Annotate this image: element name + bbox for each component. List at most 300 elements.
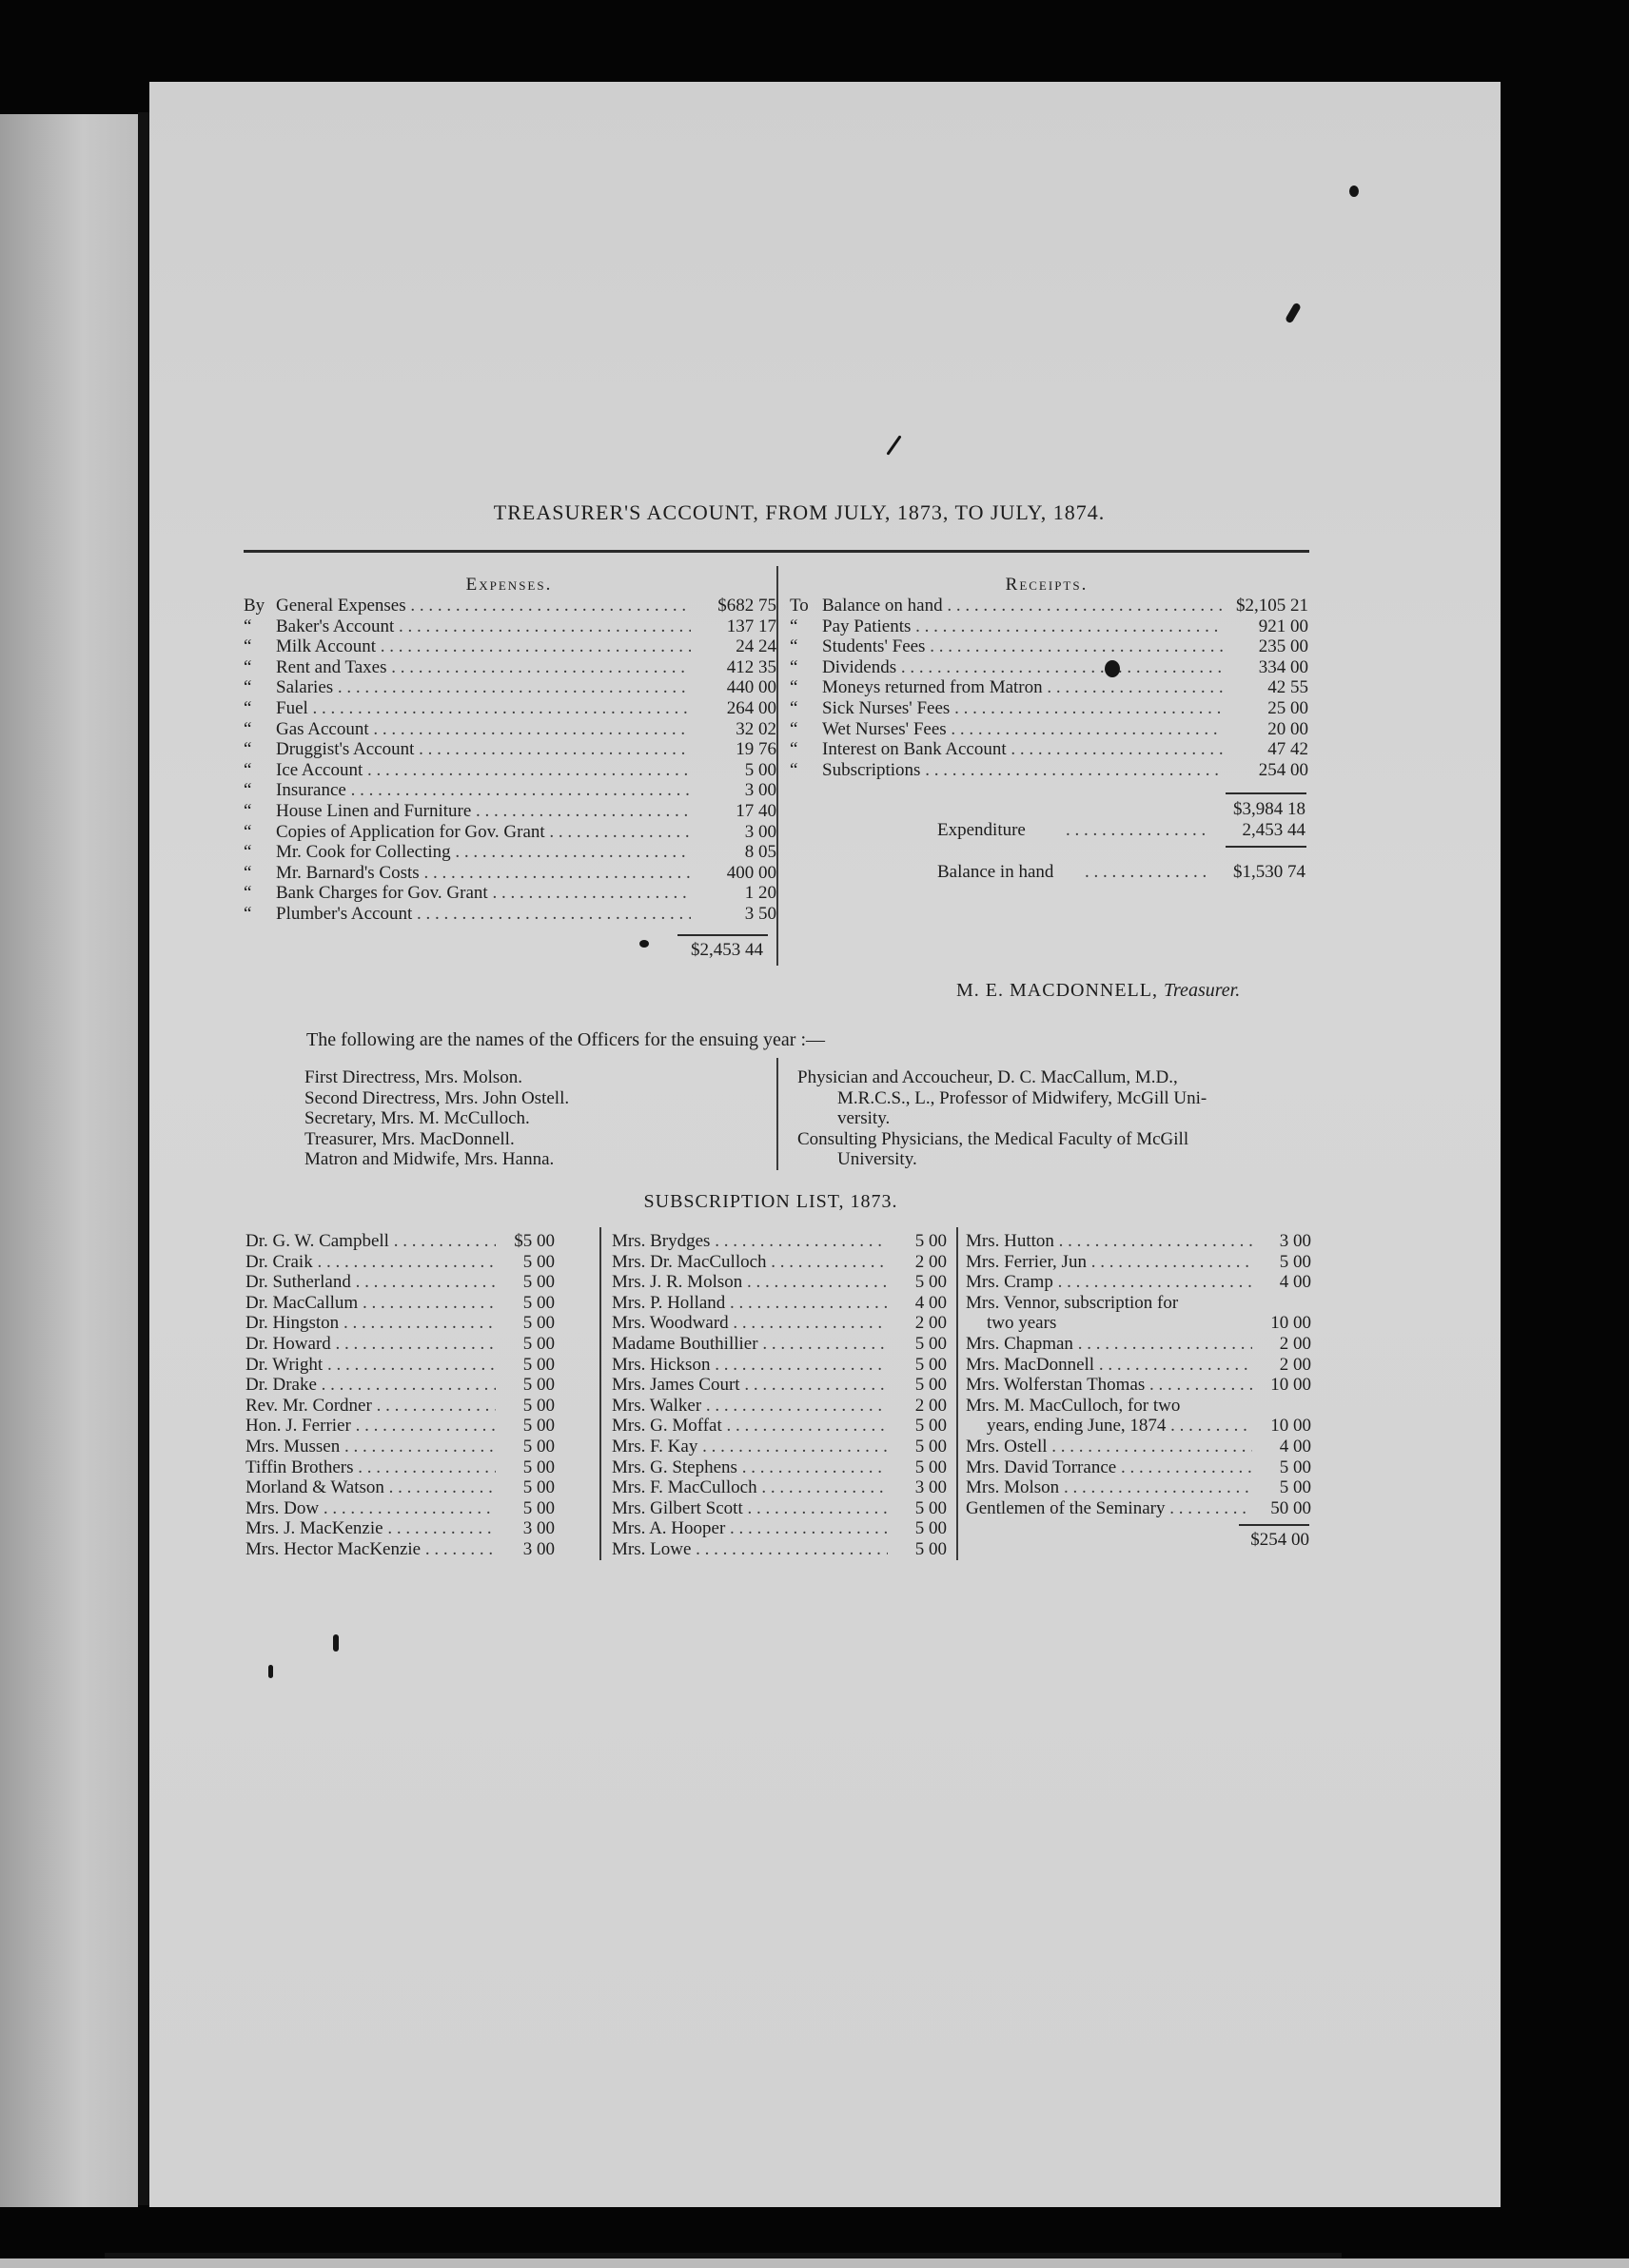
expenditure-leader: . . . . . . . . . . . . . . . . — [1066, 820, 1207, 840]
subscriber-amount: 5 00 — [522, 1272, 555, 1293]
receipts-row-label — [790, 657, 1223, 678]
subscriber-amount: 5 00 — [522, 1333, 555, 1354]
receipts-row — [790, 698, 1308, 719]
expenses-row — [244, 801, 776, 822]
subscriber-amount: 3 00 — [914, 1477, 947, 1498]
subscriber-name: Mrs. Dow . . . — [245, 1498, 496, 1519]
subscriber-name: Mrs. A. Hooper . . . — [612, 1518, 888, 1539]
ink-spot — [268, 1665, 273, 1678]
subscriber-name: Mrs. David Torrance . . . — [966, 1457, 1252, 1478]
subscription-column-2 — [612, 1231, 947, 1560]
receipts-row — [790, 616, 1308, 637]
expenses-row-amount: 19 76 — [736, 739, 776, 760]
receipts-list — [790, 596, 1308, 780]
subscriber-name: Mrs. F. MacCulloch . . . — [612, 1477, 888, 1498]
receipts-row-amount: 334 00 — [1258, 656, 1308, 677]
subscriber-row — [612, 1313, 947, 1334]
subscriber-amount: 5 00 — [914, 1457, 947, 1477]
receipts-row — [790, 636, 1308, 657]
expenses-row-prefix: “ — [244, 616, 252, 636]
receipts-row-prefix: “ — [790, 759, 798, 780]
expenses-row-label — [244, 863, 691, 884]
subscriber-row — [612, 1416, 947, 1437]
subscriber-row — [966, 1355, 1311, 1376]
balance-sum-rule — [1226, 846, 1306, 848]
subscriber-name: Rev. Mr. Cordner . . . — [245, 1396, 496, 1417]
expenses-row-prefix: “ — [244, 656, 252, 677]
subscriber-name: Mrs. Ferrier, Jun . . . — [966, 1252, 1252, 1273]
receipts-row-prefix: “ — [790, 739, 798, 760]
page-title: TREASURER'S ACCOUNT, FROM JULY, 1873, TO JULY, 1874. — [493, 500, 1106, 524]
receipts-row-text: Balance on hand — [822, 596, 943, 616]
subscriber-amount: 10 00 — [1270, 1375, 1311, 1396]
expenses-row-amount: 5 00 — [744, 759, 776, 780]
receipts-row-label — [790, 596, 1223, 616]
ink-spot — [1105, 660, 1120, 677]
subscriber-amount: 3 00 — [1279, 1231, 1311, 1251]
subscriber-row — [612, 1334, 947, 1355]
subscriber-amount: 5 00 — [914, 1375, 947, 1396]
subscriber-row — [612, 1518, 947, 1539]
expenses-row-label — [244, 801, 691, 822]
subscriber-row — [612, 1396, 947, 1417]
expenses-row-label — [244, 760, 691, 781]
expenses-row — [244, 739, 776, 760]
expenses-row-prefix: “ — [244, 780, 252, 801]
ink-spot — [333, 1634, 339, 1652]
expenses-row-amount: 137 17 — [726, 616, 776, 636]
expenses-heading: Expenses. — [465, 575, 553, 595]
subscriber-name: Mrs. J. MacKenzie . . . — [245, 1518, 496, 1539]
expenses-row-prefix: “ — [244, 842, 252, 863]
subscriber-amount: 3 00 — [522, 1518, 555, 1539]
expenses-row-prefix: “ — [244, 697, 252, 718]
subscriber-name: Mrs. Woodward . . . — [612, 1313, 888, 1334]
subscriber-name: Mrs. Hector MacKenzie . . . — [245, 1539, 496, 1560]
expenses-row — [244, 616, 776, 637]
subscriber-amount: 5 00 — [522, 1375, 555, 1396]
subscriber-amount — [1252, 1293, 1311, 1314]
expenses-row-prefix: “ — [244, 821, 252, 842]
subscriber-amount: 5 00 — [914, 1354, 947, 1375]
expenses-row — [244, 822, 776, 843]
officer-line: versity. — [837, 1108, 891, 1129]
subscriber-amount: 5 00 — [522, 1436, 555, 1457]
subscription-heading: SUBSCRIPTION LIST, 1873. — [643, 1191, 898, 1212]
receipts-row-label — [790, 677, 1223, 698]
expenses-row-amount: 400 00 — [726, 862, 776, 883]
receipts-row-prefix: “ — [790, 697, 798, 718]
receipts-row-label — [790, 636, 1223, 657]
subscriber-row — [612, 1457, 947, 1478]
subscriber-amount: 5 00 — [522, 1313, 555, 1334]
subscriber-row — [612, 1355, 947, 1376]
expenses-row — [244, 760, 776, 781]
officer-line: Treasurer, Mrs. MacDonnell. — [304, 1128, 515, 1149]
subscriber-name: Mrs. MacDonnell . . . — [966, 1355, 1252, 1376]
subscriber-row — [612, 1272, 947, 1293]
expenses-row-text: Plumber's Account — [276, 903, 413, 924]
expenses-row-label — [244, 739, 691, 760]
subscriber-amount: 2 00 — [1279, 1333, 1311, 1354]
expenses-row — [244, 719, 776, 740]
subscriber-name: Dr. Wright . . . — [245, 1355, 496, 1376]
expenses-row-prefix: By — [244, 596, 265, 616]
subscriber-name: Dr. Sutherland . . . — [245, 1272, 496, 1293]
subscriber-amount: 5 00 — [522, 1292, 555, 1313]
subscriber-row — [245, 1334, 555, 1355]
subscriber-name: Mrs. Wolferstan Thomas . . . — [966, 1375, 1252, 1396]
receipts-row-text: Pay Patients — [822, 616, 912, 636]
subscriber-name: Mrs. J. R. Molson . . . — [612, 1272, 888, 1293]
expenses-row — [244, 596, 776, 616]
receipts-row — [790, 657, 1308, 678]
expenses-row — [244, 904, 776, 925]
subscriber-row — [966, 1293, 1311, 1314]
receipts-row-prefix: “ — [790, 677, 798, 698]
receipts-total: $3,984 18 — [1233, 799, 1305, 819]
subscriber-row — [966, 1375, 1311, 1396]
expenses-row-text: Milk Account — [276, 636, 377, 657]
receipts-row-amount: 921 00 — [1258, 616, 1308, 636]
subscriber-row — [966, 1231, 1311, 1252]
subscriber-name: two years — [987, 1313, 1057, 1334]
expenditure-label: Expenditure — [937, 820, 1026, 840]
receipts-row-prefix: “ — [790, 656, 798, 677]
officer-line: Matron and Midwife, Mrs. Hanna. — [304, 1149, 555, 1170]
subscriber-name: Dr. Howard . . . — [245, 1334, 496, 1355]
subscriber-amount: 5 00 — [1279, 1251, 1311, 1272]
subscriber-name: Madame Bouthillier . . . — [612, 1334, 888, 1355]
expenses-row-amount: 412 35 — [726, 656, 776, 677]
officer-line: M.R.C.S., L., Professor of Midwifery, McGill Uni- — [837, 1087, 1207, 1108]
expenses-row-label — [244, 904, 691, 925]
subscriber-row — [966, 1272, 1311, 1293]
subscriber-amount: 10 00 — [1270, 1416, 1311, 1437]
expenses-row-text: Druggist's Account — [276, 739, 415, 760]
officer-line: First Directress, Mrs. Molson. — [304, 1067, 523, 1087]
subscriber-amount: 5 00 — [914, 1497, 947, 1518]
expenses-row — [244, 698, 776, 719]
subscriber-name: Mrs. P. Holland . . . — [612, 1293, 888, 1314]
subscriber-row — [245, 1437, 555, 1457]
subscriber-name: Mrs. Lowe . . . — [612, 1539, 888, 1560]
expenses-sum-rule — [677, 934, 768, 936]
subscriber-amount: 5 00 — [522, 1477, 555, 1498]
receipts-row-amount: 47 42 — [1267, 739, 1308, 760]
expenses-list — [244, 596, 776, 925]
expenses-row-text: Mr. Cook for Collecting — [276, 842, 451, 863]
expenses-row-label — [244, 596, 691, 616]
expenses-row-label — [244, 657, 691, 678]
subscriber-row — [966, 1457, 1311, 1478]
receipts-heading: Receipts. — [1005, 575, 1089, 595]
expenses-row-text: Insurance — [276, 780, 346, 801]
subscriber-amount: 4 00 — [1279, 1436, 1311, 1457]
expenses-row-text: Baker's Account — [276, 616, 395, 636]
subscriber-row — [245, 1355, 555, 1376]
subscriber-name: Mrs. Brydges . . . — [612, 1231, 888, 1252]
expenses-row-prefix: “ — [244, 677, 252, 698]
subscriber-amount: $5 00 — [514, 1231, 555, 1251]
receipts-row-text: Dividends — [822, 656, 897, 677]
subscriber-row — [966, 1252, 1311, 1273]
subscriber-name: Mrs. M. MacCulloch, for two — [966, 1395, 1181, 1416]
balance-amount: $1,530 74 — [1233, 862, 1305, 882]
subscriber-name: Mrs. Hutton . . . — [966, 1231, 1252, 1252]
receipts-row-text: Sick Nurses' Fees — [822, 697, 951, 718]
expenses-row-amount: 1 20 — [744, 883, 776, 904]
subscriber-name: Mrs. James Court . . . — [612, 1375, 888, 1396]
expenses-row — [244, 780, 776, 801]
expenses-row-amount: 24 24 — [736, 636, 776, 657]
subscriber-row — [245, 1272, 555, 1293]
subscriber-amount: 5 00 — [522, 1395, 555, 1416]
expenses-row-prefix: “ — [244, 862, 252, 883]
expenses-row-amount: 3 00 — [744, 821, 776, 842]
subscriber-row — [612, 1252, 947, 1273]
subscriber-amount: 5 00 — [522, 1457, 555, 1477]
expenses-row-text: Gas Account — [276, 718, 369, 739]
expenses-row-prefix: “ — [244, 903, 252, 924]
receipts-row-text: Moneys returned from Matron — [822, 677, 1043, 698]
expenses-row — [244, 842, 776, 863]
subscriber-name: Dr. Drake . . . — [245, 1375, 496, 1396]
receipts-row-label — [790, 719, 1223, 740]
ink-spot — [1349, 186, 1359, 197]
subscriber-name: Mrs. G. Stephens . . . — [612, 1457, 888, 1478]
expenses-row-text: Ice Account — [276, 759, 363, 780]
officers-right-list — [797, 1067, 1311, 1170]
expenses-row-text: Bank Charges for Gov. Grant — [276, 883, 488, 904]
expenditure-amount: 2,453 44 — [1242, 820, 1305, 840]
receipts-row-text: Students' Fees — [822, 636, 926, 657]
treasurer-signature — [956, 980, 1240, 1002]
expenses-row-amount: 264 00 — [726, 697, 776, 718]
subscriber-row — [245, 1518, 555, 1539]
expenses-row-label — [244, 698, 691, 719]
receipts-row-prefix: “ — [790, 616, 798, 636]
subscriber-row — [966, 1313, 1311, 1334]
subscriber-row — [245, 1539, 555, 1560]
subscriber-name: Mrs. G. Moffat . . . — [612, 1416, 888, 1437]
subscription-total: $254 00 — [1250, 1530, 1309, 1550]
officer-line: Secretary, Mrs. M. McCulloch. — [304, 1108, 530, 1129]
expenses-row-text: Rent and Taxes — [276, 656, 387, 677]
treasurer-role: Treasurer. — [1164, 980, 1241, 1001]
expenses-row-label — [244, 780, 691, 801]
expenses-row-prefix: “ — [244, 718, 252, 739]
subscriber-row — [966, 1334, 1311, 1355]
subscriber-row — [612, 1231, 947, 1252]
receipts-row-amount: 235 00 — [1258, 636, 1308, 657]
expenses-row — [244, 636, 776, 657]
receipts-row-amount: 254 00 — [1258, 759, 1308, 780]
subscriber-amount: 2 00 — [914, 1251, 947, 1272]
expenses-row-amount: 32 02 — [736, 718, 776, 739]
subscriber-row — [245, 1416, 555, 1437]
receipts-row-text: Wet Nurses' Fees — [822, 718, 947, 739]
officers-divider — [776, 1058, 778, 1170]
expenses-row-prefix: “ — [244, 739, 252, 760]
subscriber-row — [966, 1437, 1311, 1457]
receipts-row — [790, 719, 1308, 740]
subscriber-row — [612, 1477, 947, 1498]
subscriber-name: Mrs. Gilbert Scott . . . — [612, 1498, 888, 1519]
receipts-row-label — [790, 760, 1223, 781]
ink-spot — [1285, 302, 1302, 323]
subscriber-row — [966, 1498, 1311, 1519]
subscriber-row — [612, 1293, 947, 1314]
subscriber-row — [245, 1396, 555, 1417]
subscriber-amount: 5 00 — [914, 1538, 947, 1559]
expenses-total: $2,453 44 — [691, 940, 763, 960]
expenses-row-label — [244, 883, 691, 904]
expenses-row-amount: 3 50 — [744, 903, 776, 924]
subscriber-row — [966, 1477, 1311, 1498]
ink-spot — [886, 435, 901, 455]
subscriber-amount: 5 00 — [1279, 1457, 1311, 1477]
expenses-row-label — [244, 616, 691, 637]
subscription-column-1 — [245, 1231, 555, 1560]
expenses-row-label — [244, 677, 691, 698]
subscriber-row — [245, 1252, 555, 1273]
receipts-row-amount: 25 00 — [1267, 697, 1308, 718]
subscriber-name: Mrs. Mussen . . . — [245, 1437, 496, 1457]
subscriber-row — [245, 1293, 555, 1314]
expenses-row-text: Fuel — [276, 697, 308, 718]
receipts-row — [790, 596, 1308, 616]
subscriber-row — [966, 1416, 1311, 1437]
subscriber-amount: 5 00 — [914, 1272, 947, 1293]
subscriber-amount: 2 00 — [1279, 1354, 1311, 1375]
subscriber-amount: 2 00 — [914, 1395, 947, 1416]
receipts-row-label — [790, 739, 1223, 760]
treasurer-name: M. E. MACDONNELL, — [956, 980, 1158, 1001]
subscriber-amount: 5 00 — [1279, 1477, 1311, 1498]
subscriber-amount: 5 00 — [522, 1354, 555, 1375]
receipts-row-label — [790, 616, 1223, 637]
subscriber-name: Tiffin Brothers . . . — [245, 1457, 496, 1478]
subscriber-name: Dr. Hingston . . . — [245, 1313, 496, 1334]
receipts-row-amount: $2,105 21 — [1236, 596, 1308, 616]
receipts-row-text: Subscriptions — [822, 759, 921, 780]
expenses-row-text: Mr. Barnard's Costs — [276, 862, 420, 883]
receipts-row — [790, 760, 1308, 781]
subscriber-amount: 5 00 — [914, 1416, 947, 1437]
expenses-row — [244, 863, 776, 884]
subscriber-name: Morland & Watson . . . — [245, 1477, 496, 1498]
officer-line: Second Directress, Mrs. John Ostell. — [304, 1087, 570, 1108]
subscriber-amount: 5 00 — [914, 1333, 947, 1354]
expenses-row-label — [244, 842, 691, 863]
subscriber-name: Mrs. Hickson . . . — [612, 1355, 888, 1376]
receipts-row-amount: 42 55 — [1267, 677, 1308, 698]
expenses-row-prefix: “ — [244, 883, 252, 904]
subscriber-name: Gentlemen of the Seminary . . . — [966, 1498, 1252, 1519]
subscriber-name: Mrs. Chapman . . . — [966, 1334, 1252, 1355]
officers-left-list — [304, 1067, 771, 1170]
subscription-divider-1 — [599, 1227, 601, 1560]
balance-label: Balance in hand — [937, 862, 1054, 882]
receipts-row-prefix: “ — [790, 718, 798, 739]
receipts-row-text: Interest on Bank Account — [822, 739, 1007, 760]
officer-line: Consulting Physicians, the Medical Faculty of McGill — [797, 1128, 1189, 1149]
subscriber-name: Mrs. Cramp . . . — [966, 1272, 1252, 1293]
receipts-row — [790, 739, 1308, 760]
subscriber-row — [612, 1539, 947, 1560]
expenses-row-amount: 8 05 — [744, 842, 776, 863]
officer-line: University. — [837, 1149, 917, 1170]
expenses-row-label — [244, 636, 691, 657]
expenses-row — [244, 677, 776, 698]
expenses-row-text: Salaries — [276, 677, 334, 698]
subscriber-amount: 4 00 — [1279, 1272, 1311, 1293]
subscriber-amount: 5 00 — [914, 1436, 947, 1457]
subscriber-amount: 50 00 — [1270, 1497, 1311, 1518]
expenses-row-text: Copies of Application for Gov. Grant — [276, 821, 545, 842]
expenses-row-label — [244, 719, 691, 740]
balance-leader: . . . . . . . . . . . . . . — [1085, 862, 1207, 882]
subscriber-row — [612, 1498, 947, 1519]
subscriber-amount — [1252, 1396, 1311, 1417]
expenses-row-amount: 17 40 — [736, 800, 776, 821]
title-rule — [244, 550, 1309, 553]
account-divider — [776, 566, 778, 966]
subscriber-name: Dr. MacCallum . . . — [245, 1293, 496, 1314]
subscriber-row — [966, 1396, 1311, 1417]
subscriber-row — [245, 1477, 555, 1498]
subscription-sum-rule — [1239, 1524, 1309, 1526]
receipts-row-prefix: To — [790, 596, 809, 616]
receipts-row-amount: 20 00 — [1267, 718, 1308, 739]
expenses-row — [244, 657, 776, 678]
subscriber-name: Hon. J. Ferrier . . . — [245, 1416, 496, 1437]
expenses-row-amount: $682 75 — [717, 596, 776, 616]
subscriber-row — [612, 1375, 947, 1396]
subscriber-name: Dr. Craik . . . — [245, 1252, 496, 1273]
subscriber-row — [245, 1375, 555, 1396]
subscriber-row — [245, 1313, 555, 1334]
subscriber-name: Mrs. Dr. MacCulloch . . . — [612, 1252, 888, 1273]
expenses-row-prefix: “ — [244, 800, 252, 821]
officer-line: Physician and Accoucheur, D. C. MacCallum, M.D., — [797, 1067, 1178, 1087]
lower-sheet — [0, 2258, 1629, 2268]
subscriber-amount: 10 00 — [1270, 1313, 1311, 1334]
subscriber-amount: 3 00 — [522, 1538, 555, 1559]
subscriber-amount: 5 00 — [522, 1251, 555, 1272]
expenses-row-text: House Linen and Furniture — [276, 800, 472, 821]
subscription-divider-2 — [956, 1227, 958, 1560]
expenses-row-prefix: “ — [244, 636, 252, 657]
officers-intro: The following are the names of the Officers for the ensuing year :— — [306, 1029, 825, 1050]
subscriber-amount: 5 00 — [914, 1518, 947, 1539]
subscriber-row — [612, 1437, 947, 1457]
expenses-row — [244, 883, 776, 904]
receipts-row-label — [790, 698, 1223, 719]
expenses-row-label — [244, 822, 691, 843]
subscriber-name: Mrs. F. Kay . . . — [612, 1437, 888, 1457]
subscriber-amount: 5 00 — [914, 1231, 947, 1251]
expenses-row-amount: 3 00 — [744, 780, 776, 801]
subscriber-name: Mrs. Vennor, subscription for — [966, 1292, 1179, 1313]
subscriber-amount: 5 00 — [522, 1497, 555, 1518]
subscriber-amount: 5 00 — [522, 1416, 555, 1437]
subscription-column-3 — [966, 1231, 1311, 1518]
subscriber-name: Dr. G. W. Campbell . . . — [245, 1231, 496, 1252]
receipts-row-prefix: “ — [790, 636, 798, 657]
subscriber-row — [245, 1457, 555, 1478]
